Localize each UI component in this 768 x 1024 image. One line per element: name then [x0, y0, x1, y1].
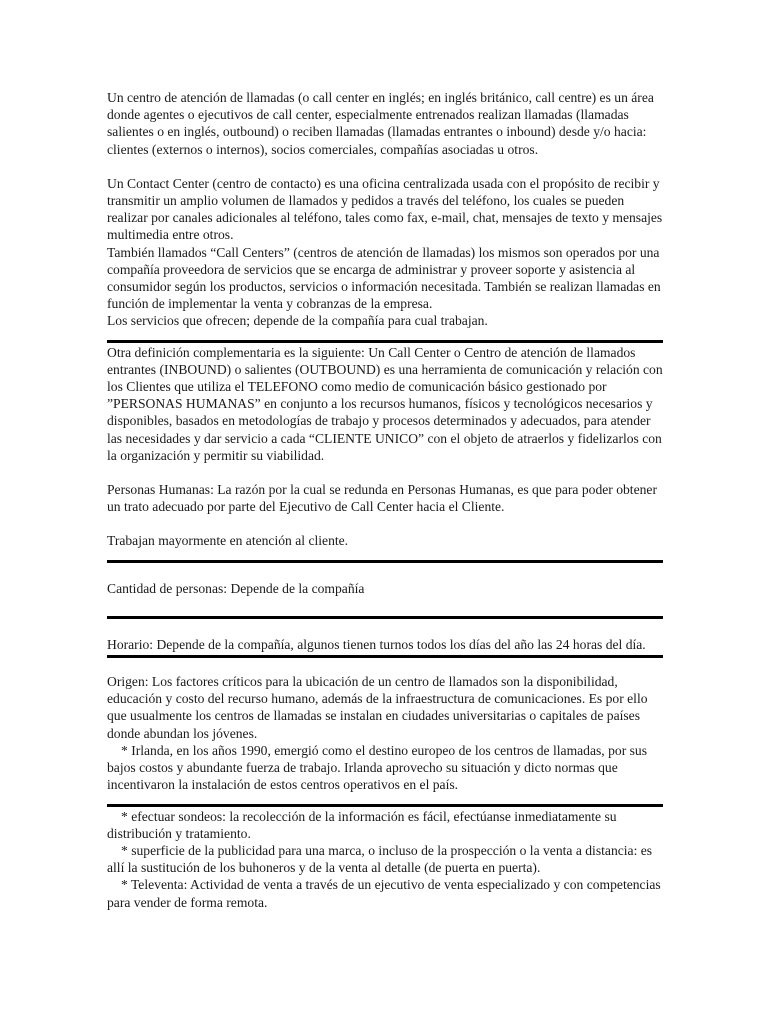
spacer [107, 550, 663, 560]
paragraph-irlanda: * Irlanda, en los años 1990, emergió como el destino europeo de los centros de llamadas, por sus bajos costos y abundante fuerza de trabajo. Irlanda aprovecho su situación y dicto normas que incentivaron la instalación de estos centros operativos en el país. [107, 742, 648, 793]
paragraph-cantidad: Cantidad de personas: Depende de la compañía [107, 580, 365, 596]
paragraph-call-centers: También llamados “Call Centers” (centros de atención de llamadas) los mismos son operados por una compañía proveedora de servicios que se encarga de administrar y proveer soporte y asistencia al consumidor según los productos, servicios o información necesitada. También se realizan llamadas en función de implementar la venta y cobranzas de la empresa. [107, 244, 661, 312]
paragraph-contact-center: Un Contact Center (centro de contacto) es una oficina centralizada usada con el propósito de recibir y transmitir un amplio volumen de llamados y pedidos a través del teléfono, los cuales se pueden realizar por canales adicionales al teléfono, tales como fax, e-mail, chat, mensajes de texto y mensajes multimedia entre otros. [107, 175, 663, 243]
paragraph-trabajan: Trabajan mayormente en atención al cliente. [107, 533, 349, 549]
document-body [107, 89, 663, 911]
list-item-televenta: * Televenta: Actividad de venta a través de un ejecutivo de venta especializado y con competencias para vender de forma remota. [107, 877, 661, 910]
spacer [107, 464, 663, 481]
spacer [107, 158, 663, 175]
spacer [107, 515, 663, 532]
paragraph-personas-humanas: Personas Humanas: La razón por la cual se redunda en Personas Humanas, es que para poder obtener un trato adecuado por parte del Ejecutivo de Call Center hacia el Cliente. [107, 482, 657, 515]
paragraph-intro: Un centro de atención de llamadas (o call center en inglés; en inglés británico, call centre) es un área donde agentes o ejecutivos de call center, especialmente entrenados realizan llamadas (llamadas salientes o en inglés, outbound) o reciben llamadas (llamadas entrantes o inbound) desde y/o hacia: clientes (externos o internos), socios comerciales, compañías asociadas u otros. [107, 90, 654, 157]
spacer [107, 597, 663, 616]
spacer [107, 330, 663, 340]
list-item-publicidad: * superficie de la publicidad para una marca, o incluso de la prospección o la venta a distancia: es allí la sustitución de los buhoneros y de la venta al detalle (de puerta en puerta). [107, 842, 653, 876]
paragraph-origen: Origen: Los factores críticos para la ubicación de un centro de llamados son la disponibilidad, educación y costo del recurso humano, además de la infraestructura de comunicaciones. Es por ello que usualmente los centros de llamadas se instalan en ciudades universitarias o capitales de países donde abundan los jóvenes. [107, 674, 648, 741]
paragraph-horario: Horario: Depende de la compañía, algunos tienen turnos todos los días del año las 24 horas del día. [107, 636, 646, 652]
spacer [107, 794, 663, 804]
list-item-sondeos: * efectuar sondeos: la recolección de la información es fácil, efectúanse inmediatamente su distribución y tratamiento. [107, 808, 617, 841]
paragraph-definition: Otra definición complementaria es la siguiente: Un Call Center o Centro de atención de llamados entrantes (INBOUND) o salientes (OUTBOUND) es una herramienta de comunicación y relación con los Clientes que utiliza el TELEFONO como medio de comunicación básico gestionado por ”PERSONAS HUMANAS” en conjunto a los recursos humanos, físicos y tecnológicos necesarios y disponibles, basados en metodologías de trabajo y procesos determinados y adecuados, para atender las necesidades y dar servicio a cada “CLIENTE UNICO” con el objeto de atraerlos y fidelizarlos con la organización y permitir su viabilidad. [107, 344, 663, 463]
paragraph-services: Los servicios que ofrecen; depende de la compañía para cual trabajan. [107, 313, 488, 329]
